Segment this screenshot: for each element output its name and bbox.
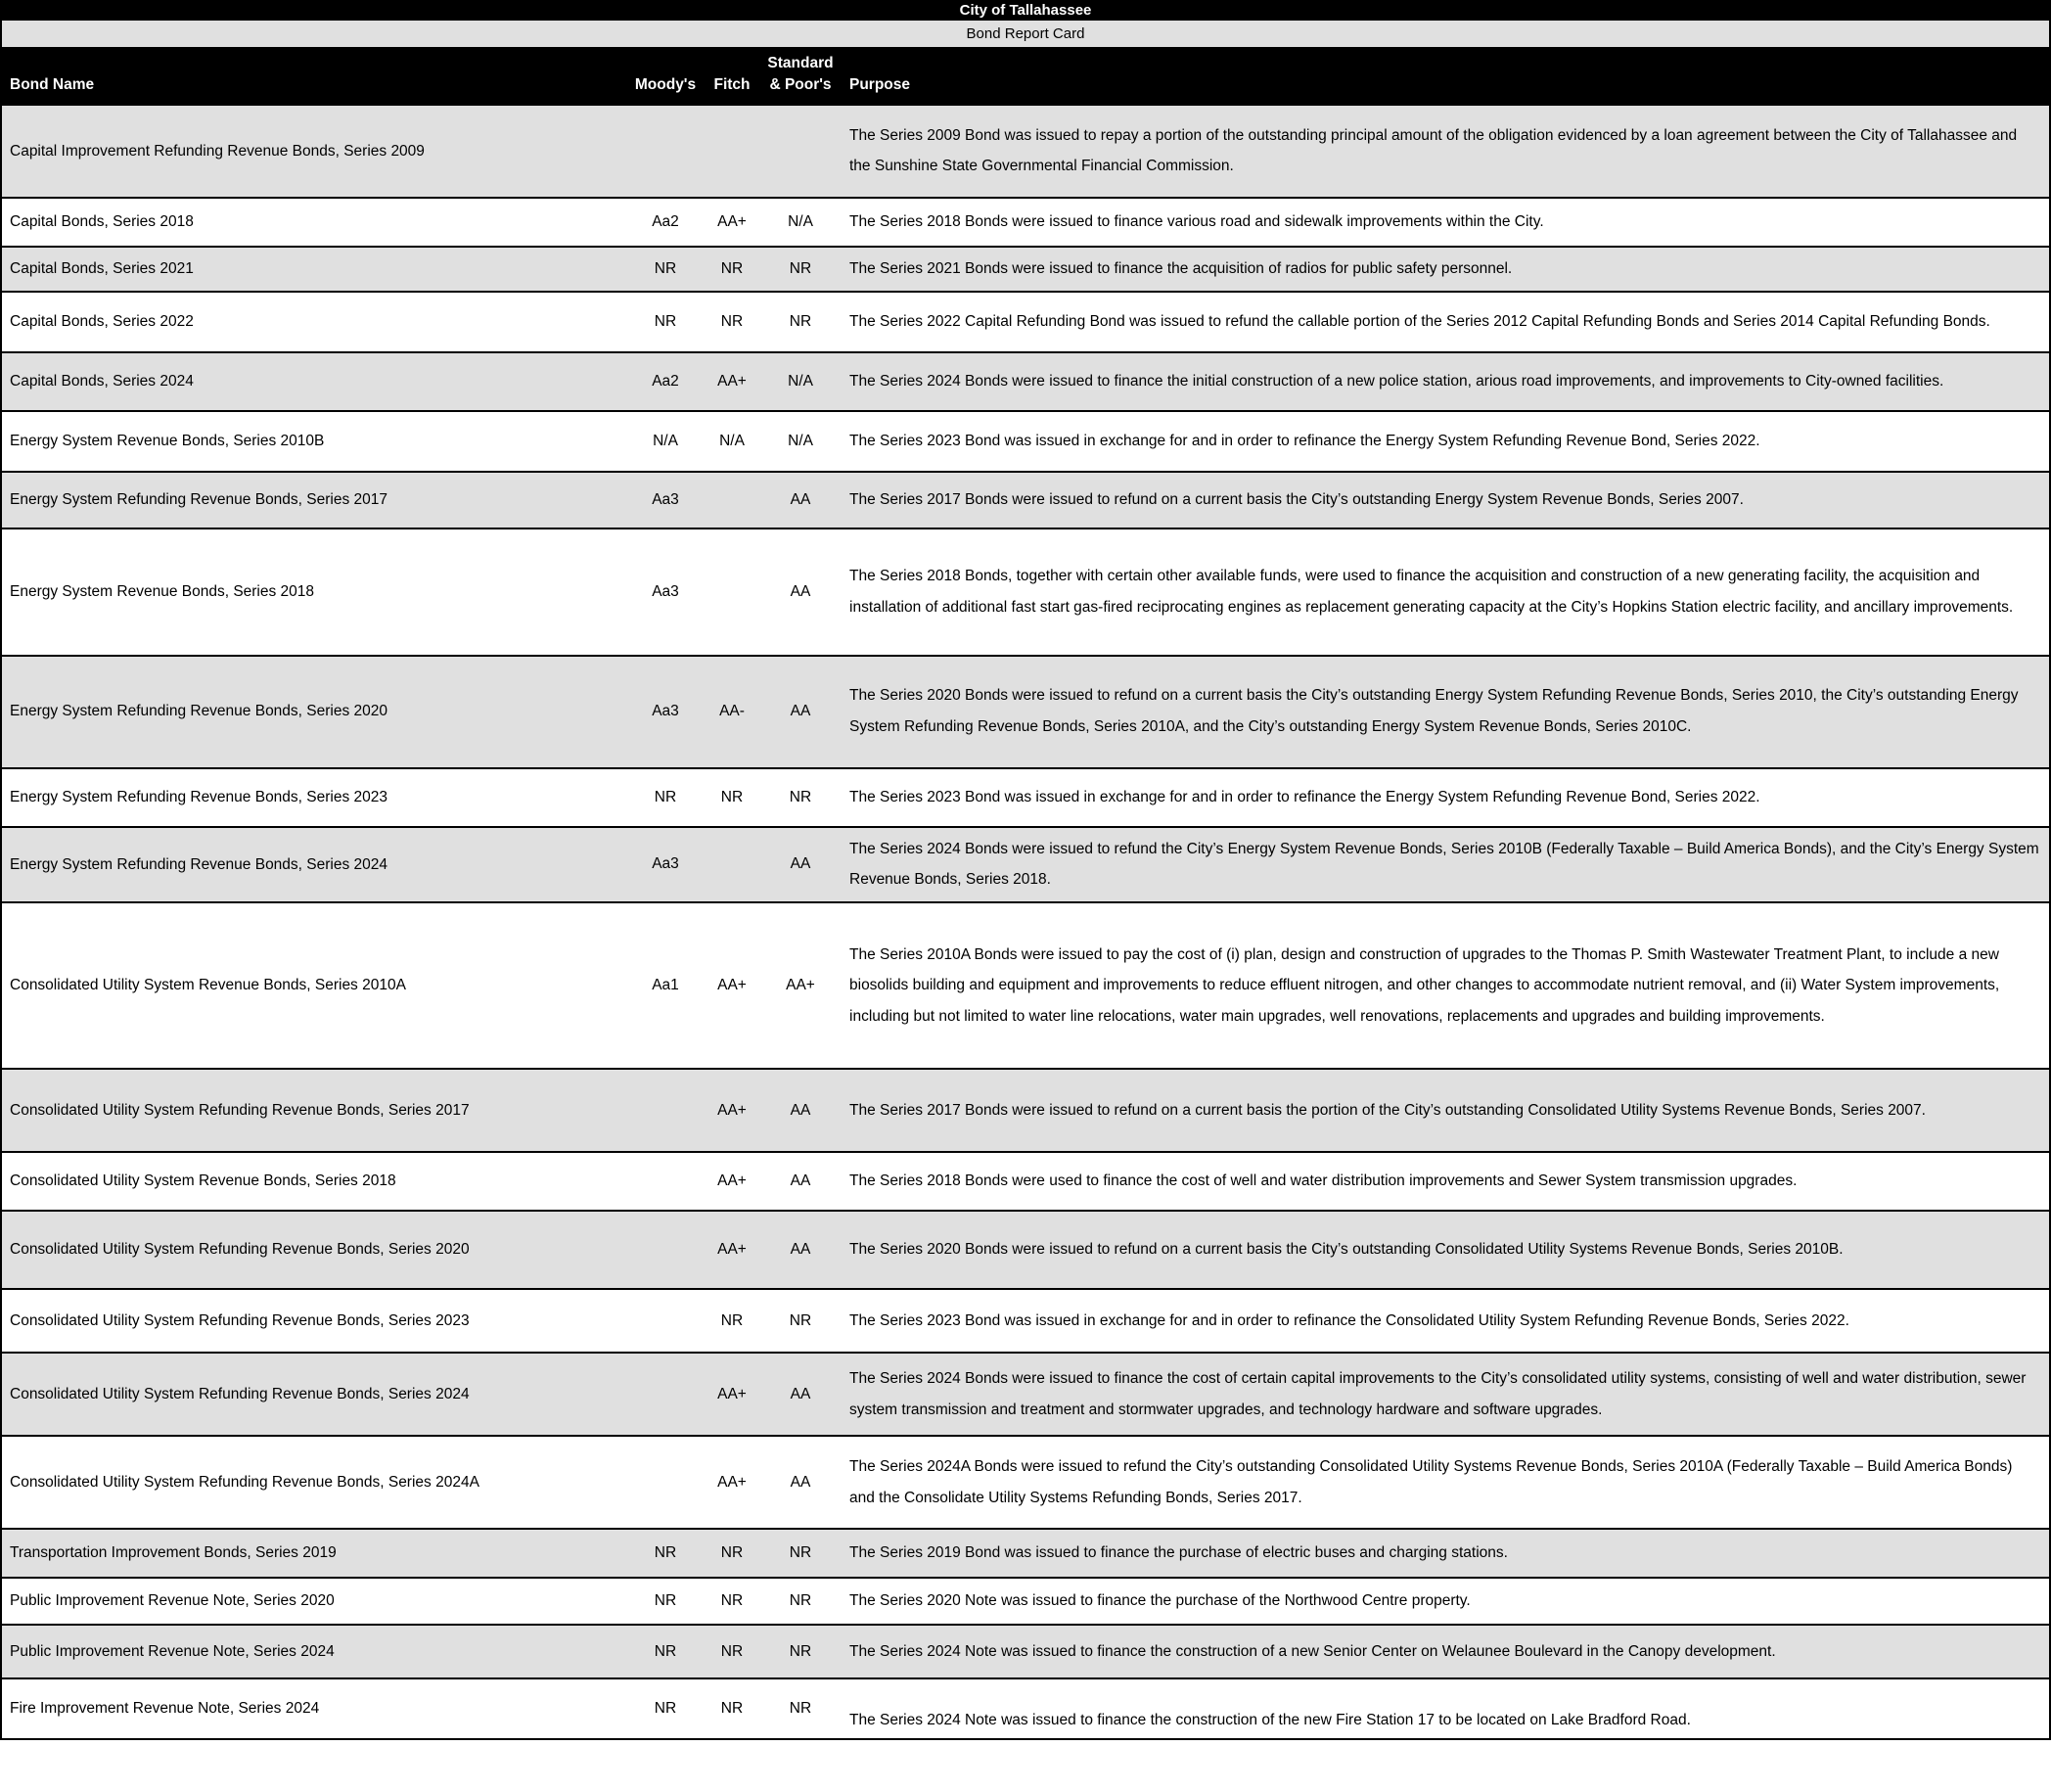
sp-rating-cell: AA [790,490,811,508]
fitch-rating-cell: AA+ [717,1101,747,1119]
bond-name-cell: Energy System Revenue Bonds, Series 2010B [10,432,325,449]
moodys-rating-cell: Aa2 [652,372,679,390]
bond-name-cell: Capital Bonds, Series 2021 [10,259,194,277]
fitch-rating-cell: NR [720,788,744,805]
sp-rating-cell: N/A [788,212,813,230]
bond-name-cell: Capital Bonds, Series 2018 [10,213,194,231]
sp-rating-cell: AA [790,1172,811,1190]
purpose-cell: The Series 2024 Bonds were issued to refund the City’s Energy System Revenue Bonds, Series 2010B (Federally Taxable – Build America Bonds), and the City’s Energy System Revenue Bonds, Series 2018. [849,840,2039,889]
moodys-rating-cell: NR [654,1700,677,1718]
report-title-row [1,0,2050,21]
purpose-cell: The Series 2020 Note was issued to finance the purchase of the Northwood Centre property. [849,1592,1471,1610]
fitch-rating-cell: N/A [719,432,745,449]
sp-rating-cell: AA [790,703,811,720]
bond-name-cell: Consolidated Utility System Refunding Revenue Bonds, Series 2023 [10,1311,470,1329]
fitch-rating-cell: NR [720,1700,744,1718]
purpose-cell: The Series 2024 Note was issued to finance the construction of a new Senior Center on Welaunee Boulevard in the Canopy development. [849,1642,1776,1660]
moodys-rating-cell: NR [654,1592,677,1610]
sp-rating-cell: NR [789,1642,812,1660]
moodys-rating-cell [632,1289,699,1353]
bond-name-cell: Consolidated Utility System Refunding Revenue Bonds, Series 2020 [10,1241,470,1259]
bond-name-cell: Transportation Improvement Bonds, Series 2019 [10,1544,337,1562]
bond-name-cell: Capital Bonds, Series 2022 [10,312,194,330]
table-row [1,1069,2050,1152]
report-org-title: City of Tallahassee [1,0,2050,21]
report-subtitle-row [1,21,2050,47]
fitch-rating-cell: NR [720,1311,744,1329]
table-row [1,1578,2050,1625]
fitch-rating-cell: NR [720,1544,744,1562]
sp-rating-cell: N/A [788,432,813,449]
moodys-rating-cell [632,105,699,198]
table-row [1,472,2050,528]
sp-rating-cell: NR [789,1544,812,1562]
bond-name-cell: Energy System Revenue Bonds, Series 2018 [10,582,315,600]
table-row [1,105,2050,198]
sp-rating-cell [765,105,836,198]
sp-rating-cell: NR [789,259,812,277]
sp-rating-cell: NR [789,1592,812,1610]
sp-rating-cell: NR [789,312,812,330]
table-row [1,1625,2050,1678]
moodys-rating-cell [632,1211,699,1289]
purpose-cell: The Series 2024 Note was issued to finance the construction of the new Fire Station 17 to be located on Lake Bradford Road. [849,1712,1691,1729]
moodys-rating-cell [632,1436,699,1529]
table-row [1,247,2050,292]
moodys-rating-cell [632,1069,699,1152]
fitch-rating-cell [699,827,765,903]
sp-rating-cell: AA [790,1385,811,1402]
fitch-rating-cell: AA+ [717,1172,747,1190]
sp-rating-cell: AA [790,582,811,600]
fitch-rating-cell: AA- [719,703,745,720]
moodys-rating-cell: Aa3 [652,703,679,720]
bond-name-cell: Consolidated Utility System Revenue Bonds, Series 2010A [10,977,406,994]
bond-name-cell: Public Improvement Revenue Note, Series 2020 [10,1592,335,1610]
purpose-cell: The Series 2023 Bond was issued in exchange for and in order to refinance the Consolidated Utility System Refunding Revenue Bonds, Series 2022. [849,1311,1849,1329]
table-row [1,352,2050,411]
bond-rows [1,105,2050,1739]
bond-name-cell: Consolidated Utility System Revenue Bonds, Series 2018 [10,1172,396,1190]
table-row [1,1353,2050,1436]
moodys-rating-cell: Aa2 [652,212,679,230]
moodys-rating-cell: NR [654,788,677,805]
sp-rating-cell: NR [789,1700,812,1718]
table-row [1,1436,2050,1529]
sp-rating-cell: NR [789,788,812,805]
purpose-cell: The Series 2023 Bond was issued in exchange for and in order to refinance the Energy System Refunding Revenue Bond, Series 2022. [849,788,1760,805]
bond-name-cell: Consolidated Utility System Refunding Revenue Bonds, Series 2024A [10,1473,479,1491]
column-header-purpose: Purpose [836,47,2050,105]
fitch-rating-cell: AA+ [717,1241,747,1259]
bond-name-cell: Public Improvement Revenue Note, Series 2024 [10,1642,335,1660]
fitch-rating-cell: NR [720,1592,744,1610]
fitch-rating-cell: AA+ [717,1385,747,1402]
moodys-rating-cell [632,1152,699,1211]
purpose-cell: The Series 2024 Bonds were issued to finance the cost of certain capital improvements to the City’s consolidated utility systems, consisting of well and water distribution, sewer system transmission and treatment and stormwater upgrades, and technology hardware and software upgrades. [849,1369,2027,1418]
bond-name-cell: Consolidated Utility System Refunding Revenue Bonds, Series 2024 [10,1385,470,1402]
fitch-rating-cell: AA+ [717,977,747,994]
sp-rating-cell: AA [790,1473,811,1491]
sp-rating-cell: N/A [788,372,813,390]
column-header-standard-and-poors [765,47,836,105]
moodys-rating-cell: NR [654,312,677,330]
column-header-moodys: Moody's [632,47,699,105]
purpose-cell: The Series 2019 Bond was issued to finance the purchase of electric buses and charging stations. [849,1544,1508,1562]
table-row [1,1152,2050,1211]
fitch-rating-cell [699,528,765,656]
column-header-fitch: Fitch [699,47,765,105]
fitch-rating-cell: NR [720,259,744,277]
fitch-rating-cell [699,472,765,528]
moodys-rating-cell: NR [654,259,677,277]
bond-name-cell: Energy System Refunding Revenue Bonds, Series 2024 [10,855,388,873]
bond-name-cell: Energy System Refunding Revenue Bonds, Series 2017 [10,490,388,508]
table-row [1,1211,2050,1289]
fitch-rating-cell: AA+ [717,212,747,230]
table-row [1,768,2050,827]
bond-name-cell: Fire Improvement Revenue Note, Series 2024 [10,1700,320,1718]
moodys-rating-cell: Aa1 [652,977,679,994]
fitch-rating-cell: AA+ [717,1473,747,1491]
purpose-cell: The Series 2009 Bond was issued to repay a portion of the outstanding principal amount of the obligation evidenced by a loan agreement between the City of Tallahassee and the Sunshine State Governmental Financial Commission. [849,126,2018,175]
table-row [1,1529,2050,1578]
purpose-cell: The Series 2010A Bonds were issued to pay the cost of (i) plan, design and construction of upgrades to the Thomas P. Smith Wastewater Treatment Plant, to include a new biosolids building and equipment and improvements to reduce effluent nitrogen, and other changes to accommodate nutrient removal, and (ii) Water System improvements, including but not limited to water line relocations, water main upgrades, well renovations, replacements and upgrades and building improvements. [849,945,2000,1026]
bond-name-cell: Consolidated Utility System Refunding Revenue Bonds, Series 2017 [10,1101,470,1119]
moodys-rating-cell: Aa3 [652,582,679,600]
column-header-row [1,47,2050,105]
sp-rating-cell: AA [790,1101,811,1119]
moodys-rating-cell: Aa3 [652,490,679,508]
purpose-cell: The Series 2021 Bonds were issued to finance the acquisition of radios for public safety personnel. [849,259,1513,277]
table-row [1,292,2050,352]
table-row [1,656,2050,768]
table-row [1,198,2050,247]
table-row [1,1678,2050,1739]
moodys-rating-cell: Aa3 [652,855,679,873]
purpose-cell: The Series 2020 Bonds were issued to refund on a current basis the City’s outstanding Consolidated Utility Systems Revenue Bonds, Series 2010B. [849,1241,1844,1259]
purpose-cell: The Series 2023 Bond was issued in exchange for and in order to refinance the Energy System Refunding Revenue Bond, Series 2022. [849,432,1760,449]
sp-rating-cell: AA+ [786,977,815,994]
table-row [1,411,2050,472]
bond-name-cell: Energy System Refunding Revenue Bonds, Series 2023 [10,788,388,805]
sp-rating-cell: AA [790,1241,811,1259]
purpose-cell: The Series 2017 Bonds were issued to refund on a current basis the portion of the City’s outstanding Consolidated Utility Systems Revenue Bonds, Series 2007. [849,1101,1926,1119]
table-row [1,1289,2050,1353]
moodys-rating-cell: NR [654,1544,677,1562]
table-row [1,528,2050,656]
fitch-rating-cell: NR [720,1642,744,1660]
sp-header-line1: Standard [767,55,834,71]
fitch-rating-cell [699,105,765,198]
moodys-rating-cell [632,1353,699,1436]
column-header-bond-name: Bond Name [1,47,632,105]
sp-header-line2: & Poor's [769,76,832,94]
sp-rating-cell: AA [790,855,811,873]
fitch-rating-cell: AA+ [717,372,747,390]
moodys-rating-cell: NR [654,1642,677,1660]
table-row [1,827,2050,903]
moodys-rating-cell: N/A [653,432,678,449]
report-subtitle: Bond Report Card [1,21,2050,47]
purpose-cell: The Series 2022 Capital Refunding Bond was issued to refund the callable portion of the Series 2012 Capital Refunding Bonds and Series 2014 Capital Refunding Bonds. [849,312,1990,330]
sp-rating-cell: NR [789,1311,812,1329]
bond-name-cell: Capital Improvement Refunding Revenue Bonds, Series 2009 [10,142,425,160]
bond-name-cell: Energy System Refunding Revenue Bonds, Series 2020 [10,703,388,720]
bond-name-cell: Capital Bonds, Series 2024 [10,372,194,390]
purpose-cell: The Series 2020 Bonds were issued to refund on a current basis the City’s outstanding Energy System Refunding Revenue Bonds, Series 2010, the City’s outstanding Energy System Refunding Revenue Bonds, Series 2010A, and the City’s outstanding Energy System Revenue Bonds, Series 2010C. [849,687,2019,736]
purpose-cell: The Series 2018 Bonds, together with certain other available funds, were used to finance the acquisition and construction of a new generating facility, the acquisition and installation of additional fast start gas-fired reciprocating engines as replacement generating capacity at the City’s Hopkins Station electric facility, and ancillary improvements. [849,567,2014,616]
purpose-cell: The Series 2024A Bonds were issued to refund the City’s outstanding Consolidated Utility Systems Revenue Bonds, Series 2010A (Federally Taxable – Build America Bonds) and the Consolidate Utility Systems Refunding Bonds, Series 2017. [849,1457,2013,1506]
fitch-rating-cell: NR [720,312,744,330]
purpose-cell: The Series 2024 Bonds were issued to finance the initial construction of a new police station, arious road improvements, and improvements to City-owned facilities. [849,372,1944,390]
table-row [1,902,2050,1069]
purpose-cell: The Series 2018 Bonds were issued to finance various road and sidewalk improvements within the City. [849,213,1544,231]
purpose-cell: The Series 2018 Bonds were used to finance the cost of well and water distribution improvements and Sewer System transmission upgrades. [849,1172,1798,1190]
purpose-cell: The Series 2017 Bonds were issued to refund on a current basis the City’s outstanding Energy System Revenue Bonds, Series 2007. [849,490,1744,508]
